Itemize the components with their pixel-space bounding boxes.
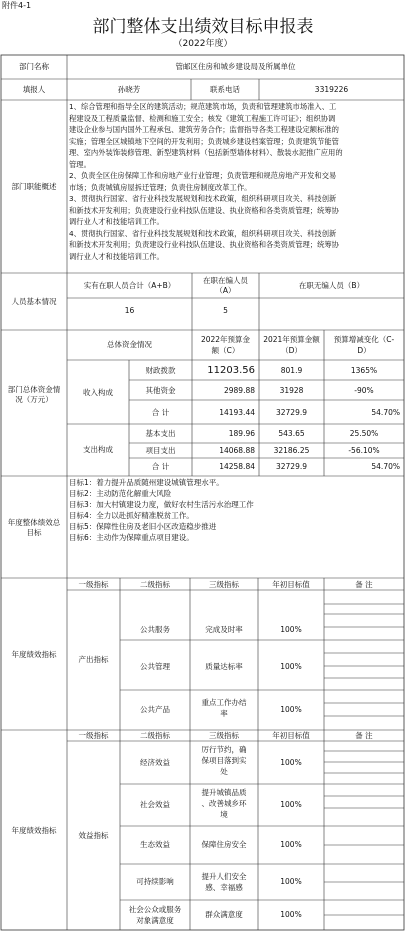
ind1-v-2: 100%: [280, 662, 302, 671]
ind2-l2-1: 经济效益: [140, 758, 170, 767]
expense-d-1: 543.65: [278, 429, 305, 438]
duty-line: 4、贯彻执行国家、省行业科技发展规划和技术政策，组织科研项目攻关、科技创新: [69, 228, 337, 238]
dept-label: 部门名称: [19, 62, 49, 71]
staff-total-header: 实有在职人员合计（A+B）: [83, 281, 176, 290]
col-2022-header-sub: 额（C）: [211, 346, 240, 355]
income-chg-3: 54.70%: [371, 408, 400, 417]
staff-a-header: 在职在编人员: [203, 276, 248, 285]
ind1-l3-3b: 率: [220, 709, 228, 718]
expense-chg-1: 25.50%: [349, 429, 379, 438]
income-label: 收入构成: [83, 388, 113, 397]
ind2-l3-5: 群众满意度: [205, 910, 243, 919]
income-c-3: 14193.44: [219, 408, 255, 417]
ind2-v-5: 100%: [280, 910, 302, 919]
duty-line: 管理。: [69, 159, 91, 169]
benefit-indicator-label: 效益指标: [78, 831, 109, 840]
header2-l1: 一级指标: [78, 731, 109, 740]
expense-item-1: 基本支出: [145, 429, 176, 438]
dept-value: 管邮区住房和城乡建设局及所属单位: [175, 62, 296, 71]
ind2-l3-1c: 处: [220, 767, 228, 776]
ind2-v-2: 100%: [280, 800, 302, 809]
col-change-header-sub: D）: [357, 346, 371, 355]
col-2022-header: 2022年预算金: [200, 335, 251, 344]
filler-name: 孙晓芳: [117, 85, 141, 94]
ind2-l2-5b: 对象满意度: [136, 916, 174, 925]
duty-line: 2、负责全区住房保障工作和房地产业行业管理；负责管理和规范房地产开发和交易: [69, 171, 337, 180]
funds-label-2: 况（万元）: [15, 395, 53, 404]
income-d-3: 32729.9: [275, 408, 307, 417]
filler-label: 填报人: [22, 85, 46, 94]
duty-line: 建设企业参与国内国外工程承包、建筑劳务合作；监督指导各类工程建设定额标准的: [69, 125, 339, 134]
expense-c-2: 14068.88: [219, 446, 255, 455]
funds-label-1: 部门总体资金情: [7, 385, 61, 394]
expense-chg-3: 54.70%: [371, 462, 400, 471]
indicators-label: 年度绩效指标: [11, 650, 57, 659]
ind2-l3-3: 保障住房安全: [201, 840, 247, 849]
col-change-header: 预算增减变化（C-: [333, 335, 395, 344]
header-l1: 一级指标: [78, 580, 109, 589]
ind2-l3-2c: 境: [220, 810, 228, 819]
header2-note: 备 注: [355, 731, 373, 740]
ind2-v-4: 100%: [280, 877, 302, 886]
ind2-l3-1a: 厉行节约，确: [201, 745, 247, 754]
funds-overview: 总体资金情况: [107, 340, 152, 349]
ind1-v-3: 100%: [280, 705, 302, 714]
ind2-l3-1b: 保项目落到实: [201, 756, 247, 765]
goal-item: 目标5：保障性住房及老旧小区改造稳步推进: [69, 522, 217, 531]
attachment-label: 附件4-1: [2, 1, 32, 10]
page-title: 部门整体支出绩效目标申报表: [92, 17, 314, 37]
ind2-l3-2a: 提升城镇品质: [201, 788, 247, 797]
income-chg-2: -90%: [354, 386, 374, 395]
ind1-l2-3: 公共产品: [140, 705, 170, 714]
expense-item-2: 项目支出: [145, 446, 176, 455]
income-item-2: 其他资金: [145, 386, 176, 395]
ind1-l2-1: 公共服务: [140, 625, 170, 634]
header-note: 备 注: [355, 580, 373, 589]
duty-line: 市场；负责城镇房屋拆迁管理；负责住房制度改革工作。: [69, 182, 252, 192]
income-item-3: 合 计: [151, 408, 170, 417]
goal-item: 目标3：加大村镇建设力度，做好农村生活污水治理工作: [69, 500, 254, 509]
staff-total: 16: [124, 306, 135, 315]
expense-d-2: 32186.25: [273, 446, 310, 455]
goal-item: 目标1：着力提升品质随州建设城镇管理水平。: [69, 478, 224, 487]
duty-line: 3、贯彻执行国家、省行业科技发展规划和技术政策，组织科研项目攻关、科技创新: [69, 194, 337, 203]
goal-item: 目标4：全力以赴抓好精准脱贫工作。: [69, 511, 194, 520]
income-chg-1: 1365%: [350, 366, 378, 375]
ind2-l2-5a: 社会公众或服务: [128, 905, 182, 914]
duty-line: 调行业人才和技能培训工作。: [69, 251, 164, 261]
phone-label: 联系电话: [210, 85, 240, 94]
staff-label: 人员基本情况: [11, 297, 57, 306]
goals-label-1: 年度整体绩效总: [7, 518, 61, 527]
duty-line: 和新技术开发利用；负责建设行业科技队伍建设、执业资格和各类资质管理；统筹协: [69, 205, 339, 215]
ind1-v-1: 100%: [280, 625, 302, 634]
ind2-l2-2: 社会效益: [140, 800, 170, 809]
col-2021-header-sub: （D）: [281, 346, 302, 355]
expense-d-3: 32729.9: [275, 462, 307, 471]
header2-l3: 三级指标: [209, 731, 239, 740]
duty-line: 和新技术开发利用；负责建设行业科技队伍建设、执业资格和各类资质管理；统筹协: [69, 240, 339, 249]
ind2-l2-4: 可持续影响: [136, 877, 174, 886]
ind2-l2-3: 生态效益: [140, 840, 170, 849]
duty-line: 理、室内外装饰装修管理、新型建筑材料（包括新型墙体材料）、散装水泥推广应用的: [69, 148, 343, 157]
goal-item: 目标2：主动防范化解重大风险: [69, 489, 172, 498]
expense-c-3: 14258.84: [219, 462, 255, 471]
staff-a-header-sub: （A）: [215, 286, 236, 295]
year-label: （2022年度）: [173, 39, 233, 49]
expense-chg-2: -56.10%: [348, 446, 380, 455]
ind2-l3-4a: 提升人们安全: [201, 872, 247, 881]
goals-label-2: 目标: [26, 528, 42, 537]
ind2-v-3: 100%: [280, 840, 302, 849]
income-c-2: 2989.88: [223, 386, 255, 395]
ind2-v-1: 100%: [280, 758, 302, 767]
duty-line: 实施；管理全区城镇地下空间的开发利用；负责城乡建设档案管理；负责建筑节能管: [69, 136, 339, 146]
expense-item-3: 合 计: [151, 462, 170, 471]
header-init: 年初目标值: [272, 580, 310, 589]
staff-a: 5: [223, 306, 228, 315]
ind2-l3-2b: 、改善城乡环: [201, 799, 247, 808]
header-l3: 三级指标: [209, 580, 239, 589]
income-c-1: 11203.56: [207, 365, 255, 376]
header2-l2: 二级指标: [140, 731, 170, 740]
goal-item: 目标6：主动作为保障重点项目建设。: [69, 533, 194, 542]
indicators-label-2: 年度绩效指标: [11, 826, 57, 835]
income-d-1: 801.9: [280, 366, 303, 375]
expense-c-1: 189.96: [228, 429, 255, 438]
ind1-l3-2: 质量达标率: [205, 662, 243, 671]
ind1-l3-3a: 重点工作办结: [201, 698, 247, 707]
output-indicator-label: 产出指标: [78, 655, 109, 664]
expense-label: 支出构成: [83, 445, 113, 454]
duty-line: 1、综合管理和指导全区的建筑活动；规范建筑市场，负责和管理建筑市场准入、工: [69, 102, 337, 111]
col-2021-header: 2021年预算金额: [263, 335, 320, 344]
income-d-2: 31928: [279, 386, 304, 395]
phone-value: 3319226: [314, 85, 349, 94]
header-l2: 二级指标: [140, 580, 170, 589]
income-item-1: 财政拨款: [145, 366, 176, 375]
ind1-l3-1: 完成及时率: [205, 625, 243, 634]
duty-line: 程建设及工程质量监督、检测和施工安全；核发《建筑工程施工许可证》；组织协调: [69, 113, 336, 123]
ind2-l3-4b: 感、幸福感: [205, 883, 243, 892]
duties-label: 部门职能概述: [11, 182, 57, 191]
staff-b-header: 在职无编人员（B）: [298, 281, 365, 290]
header2-init: 年初目标值: [272, 731, 310, 740]
ind1-l2-2: 公共管理: [140, 662, 170, 671]
duty-line: 调行业人才和技能培训工作。: [69, 217, 164, 226]
